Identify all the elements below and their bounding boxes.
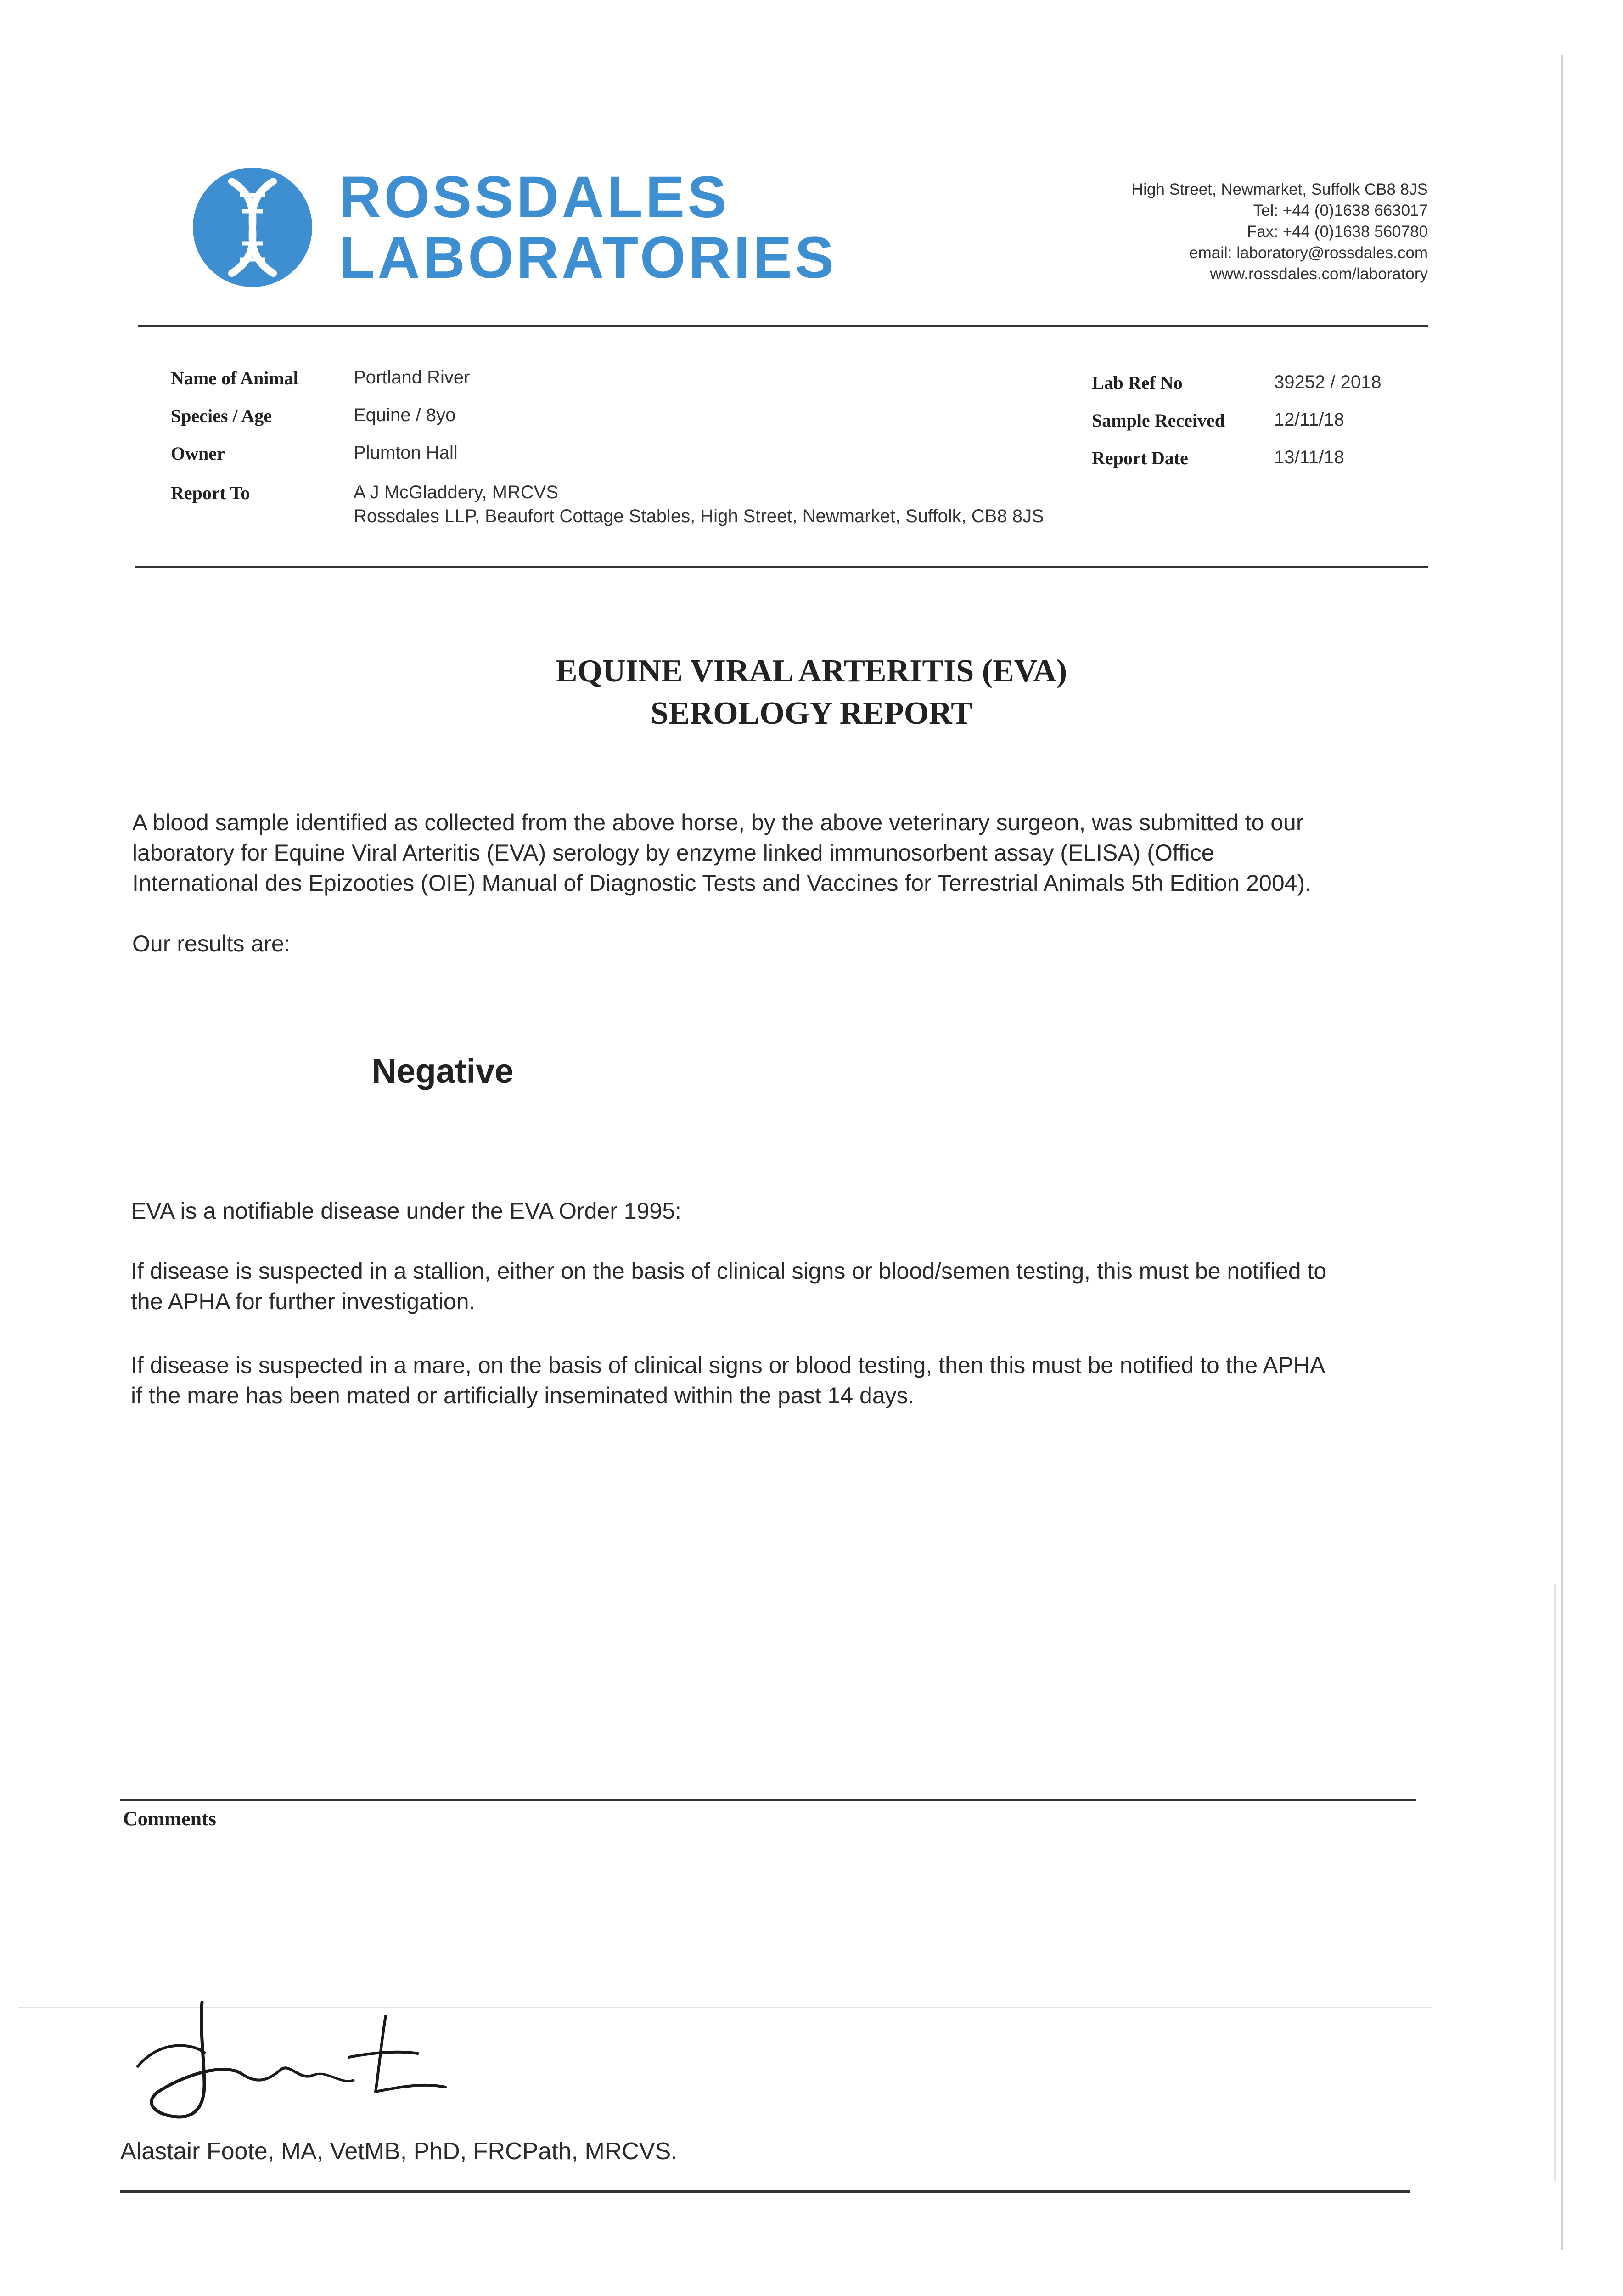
intro-line: laboratory for Equine Viral Arteritis (EVA) serology by enzyme linked immunosorbent assay (ELISA) (Office bbox=[132, 840, 1214, 866]
address-website: www.rossdales.com/laboratory bbox=[1210, 265, 1428, 283]
address-fax: Fax: +44 (0)1638 560780 bbox=[1247, 223, 1428, 241]
mare-line: if the mare has been mated or artificially inseminated within the past 14 days. bbox=[131, 1383, 915, 1408]
report-subtitle: SEROLOGY REPORT bbox=[651, 696, 972, 731]
address-street: High Street, Newmarket, Suffolk CB8 8JS bbox=[1131, 180, 1428, 198]
lab-ref-label: Lab Ref No bbox=[1092, 372, 1183, 393]
signatory-name: Alastair Foote, MA, VetMB, PhD, FRCPath, MRCVS. bbox=[120, 2138, 678, 2165]
intro-paragraph bbox=[132, 807, 1510, 898]
address-tel: Tel: +44 (0)1638 663017 bbox=[1253, 202, 1428, 219]
report-to-vet: A J McGladdery, MRCVS bbox=[354, 482, 559, 502]
species-age-value: Equine / 8yo bbox=[354, 405, 456, 425]
test-result: Negative bbox=[372, 1052, 514, 1090]
report-to-label: Report To bbox=[171, 483, 250, 503]
owner-value: Plumton Hall bbox=[354, 443, 458, 463]
comments-divider bbox=[120, 1799, 1416, 1801]
stallion-line: the APHA for further investigation. bbox=[131, 1289, 476, 1314]
scan-edge bbox=[1561, 55, 1563, 2250]
species-age-label: Species / Age bbox=[171, 405, 272, 426]
details-divider bbox=[135, 566, 1428, 568]
header-divider bbox=[138, 325, 1428, 327]
intro-line: International des Epizooties (OIE) Manual of Diagnostic Tests and Vaccines for Terrestrial Animals 5th Edition 2004). bbox=[132, 870, 1311, 896]
logo-text-rossdales: ROSSDALES bbox=[339, 164, 730, 230]
dna-logo-icon bbox=[188, 163, 317, 292]
name-of-animal-label: Name of Animal bbox=[171, 368, 298, 388]
address-email: email: laboratory@rossdales.com bbox=[1189, 244, 1428, 262]
scan-edge-shadow bbox=[1554, 1584, 1556, 2181]
lab-address bbox=[1132, 179, 1428, 285]
stallion-line: If disease is suspected in a stallion, either on the basis of clinical signs or blood/semen testing, this must be notified to bbox=[131, 1258, 1327, 1284]
report-to-address: Rossdales LLP, Beaufort Cottage Stables, High Street, Newmarket, Suffolk, CB8 8JS bbox=[354, 506, 1044, 526]
intro-line: A blood sample identified as collected from the above horse, by the above veterinary surgeon, was submitted to our bbox=[132, 810, 1304, 835]
name-of-animal-value: Portland River bbox=[354, 367, 470, 388]
signature-graphic bbox=[124, 1993, 455, 2131]
owner-label: Owner bbox=[171, 443, 225, 464]
report-date-label: Report Date bbox=[1092, 448, 1188, 468]
report-date-value: 13/11/18 bbox=[1274, 447, 1344, 467]
sample-received-value: 12/11/18 bbox=[1274, 410, 1344, 430]
lab-ref-value: 39252 / 2018 bbox=[1274, 372, 1382, 392]
logo-text-laboratories: LABORATORIES bbox=[339, 225, 837, 291]
report-title: EQUINE VIRAL ARTERITIS (EVA) bbox=[556, 653, 1067, 689]
footer-divider bbox=[120, 2190, 1410, 2193]
mare-paragraph bbox=[131, 1350, 1508, 1411]
stallion-paragraph bbox=[131, 1256, 1508, 1317]
notifiable-statement: EVA is a notifiable disease under the EVA Order 1995: bbox=[131, 1198, 681, 1224]
sample-received-label: Sample Received bbox=[1092, 410, 1225, 431]
results-intro: Our results are: bbox=[132, 931, 291, 957]
comments-label: Comments bbox=[123, 1807, 216, 1830]
mare-line: If disease is suspected in a mare, on the basis of clinical signs or blood testing, then this must be notified to the APHA bbox=[131, 1352, 1325, 1378]
